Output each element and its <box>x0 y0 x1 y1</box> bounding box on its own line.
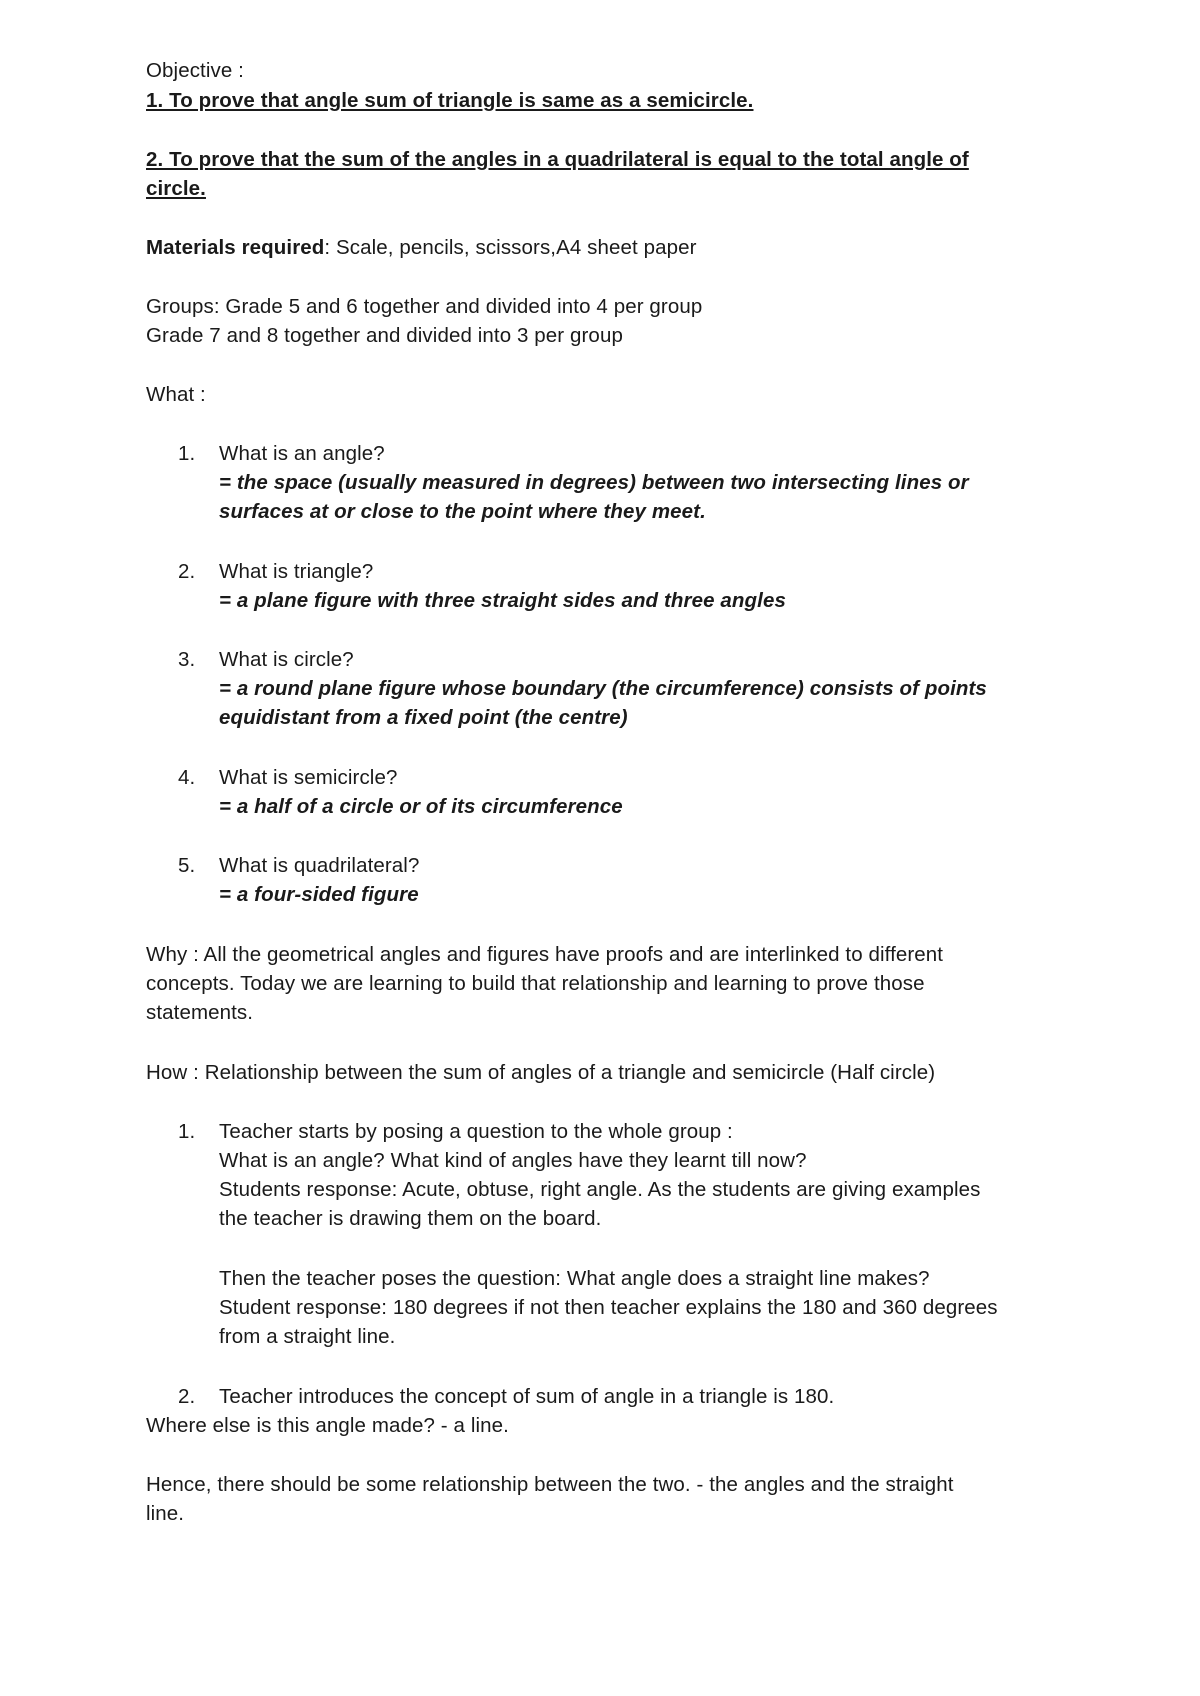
objective-item-2: 2. To prove that the sum of the angles in a quadrilateral is equal to the total angle of <box>146 148 969 171</box>
objective-label: Objective : <box>146 59 244 82</box>
what-item-1-number: 1. <box>178 442 196 465</box>
how-step-2-text: Teacher introduces the concept of sum of angle in a triangle is 180. <box>219 1385 835 1408</box>
how-step-1-line-7: from a straight line. <box>219 1325 396 1348</box>
what-item-4-answer-1: = a half of a circle or of its circumference <box>219 795 623 818</box>
what-item-2-number: 2. <box>178 560 196 583</box>
what-item-3-question: What is circle? <box>219 648 354 671</box>
how-step-1-line-1: Teacher starts by posing a question to the whole group : <box>219 1120 733 1143</box>
how-step-1-line-4: the teacher is drawing them on the board. <box>219 1207 602 1230</box>
what-item-3-number: 3. <box>178 648 196 671</box>
how-after-line: Where else is this angle made? - a line. <box>146 1414 509 1437</box>
hence-line-1: Hence, there should be some relationship between the two. - the angles and the straight <box>146 1473 954 1496</box>
why-line-3: statements. <box>146 1001 254 1024</box>
how-label: How : Relationship between the sum of angles of a triangle and semicircle (Half circle) <box>146 1061 936 1084</box>
objective-item-2-cont: circle. <box>146 177 206 200</box>
what-item-1-question: What is an angle? <box>219 442 385 465</box>
what-item-5-question: What is quadrilateral? <box>219 854 420 877</box>
what-item-3-answer-1: = a round plane figure whose boundary (the circumference) consists of points <box>219 677 987 700</box>
why-line-1: Why : All the geometrical angles and figures have proofs and are interlinked to different <box>146 943 944 966</box>
what-item-3-answer-2: equidistant from a fixed point (the centre) <box>219 706 628 729</box>
materials-text: : Scale, pencils, scissors,A4 sheet paper <box>324 236 697 259</box>
what-item-5-number: 5. <box>178 854 196 877</box>
groups-line-2: Grade 7 and 8 together and divided into 3 per group <box>146 324 623 347</box>
what-label: What : <box>146 383 206 406</box>
materials-label: Materials required <box>146 236 325 259</box>
how-step-1-line-3: Students response: Acute, obtuse, right angle. As the students are giving examples <box>219 1178 981 1201</box>
how-step-1-number: 1. <box>178 1120 196 1143</box>
how-step-1-line-5: Then the teacher poses the question: What angle does a straight line makes? <box>219 1267 930 1290</box>
hence-line-2: line. <box>146 1502 185 1525</box>
how-step-1-line-2: What is an angle? What kind of angles have they learnt till now? <box>219 1149 807 1172</box>
groups-line-1: Groups: Grade 5 and 6 together and divided into 4 per group <box>146 295 703 318</box>
what-item-1-answer-1: = the space (usually measured in degrees) between two intersecting lines or <box>219 471 969 494</box>
what-item-2-answer-1: = a plane figure with three straight sides and three angles <box>219 589 786 612</box>
objective-item-1: 1. To prove that angle sum of triangle is same as a semicircle. <box>146 89 754 112</box>
how-step-1-line-6: Student response: 180 degrees if not then teacher explains the 180 and 360 degrees <box>219 1296 998 1319</box>
what-item-1-answer-2: surfaces at or close to the point where they meet. <box>219 500 706 523</box>
how-step-2-number: 2. <box>178 1385 196 1408</box>
what-item-5-answer-1: = a four-sided figure <box>219 883 419 906</box>
what-item-4-question: What is semicircle? <box>219 766 398 789</box>
materials-line <box>146 233 697 263</box>
why-line-2: concepts. Today we are learning to build that relationship and learning to prove those <box>146 972 925 995</box>
what-item-2-question: What is triangle? <box>219 560 374 583</box>
what-item-4-number: 4. <box>178 766 196 789</box>
